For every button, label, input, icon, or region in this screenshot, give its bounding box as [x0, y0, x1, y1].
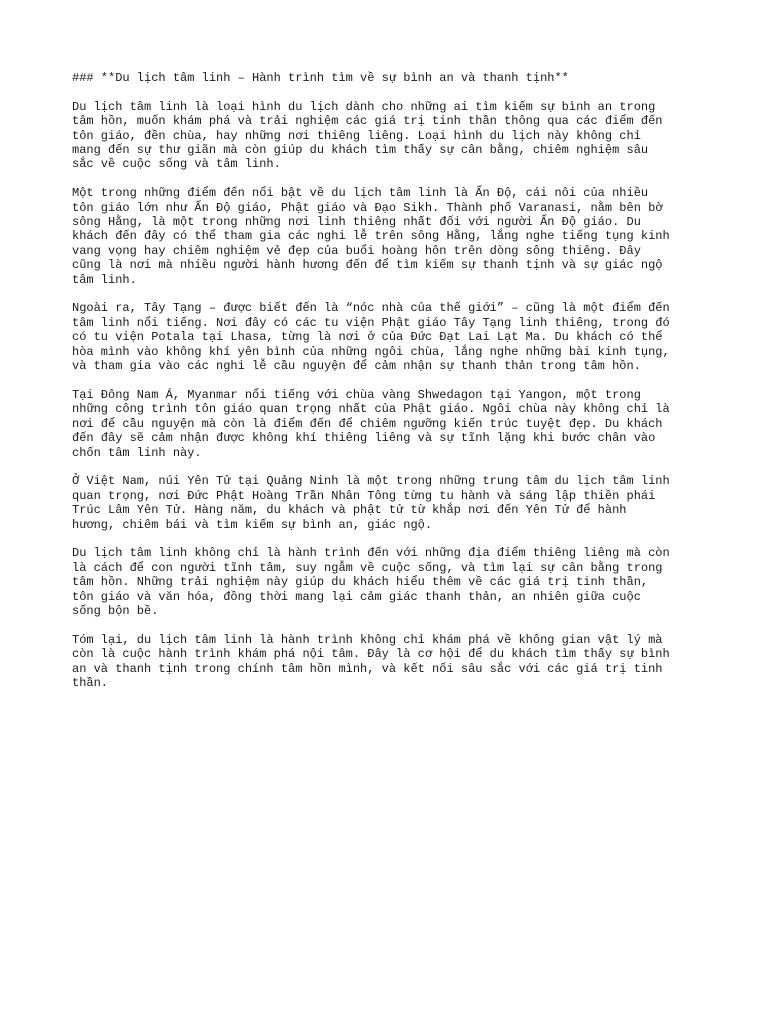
paragraph-conclusion: Tóm lại, du lịch tâm linh là hành trình không chỉ khám phá về không gian vật lý mà còn là cuộc hành trình khám phá nội tâm. Đây là cơ hội để du khách tìm thấy sự bình an và thanh tịnh trong chính tâm hồn mình, và kết nối sâu sắc với các giá trị tinh thần.: [72, 632, 670, 690]
paragraph-india: Một trong những điểm đến nổi bật về du lịch tâm linh là Ấn Độ, cái nôi của nhiều tôn giáo lớn như Ấn Độ giáo, Phật giáo và Đạo Sikh. Thành phố Varanasi, nằm bên bờ sông Hằng, là một trong những nơi linh thiêng nhất đối với người Ấn Độ giáo. Du khách đến đây có thể tham gia các nghi lễ trên sông Hằng, lắng nghe tiếng tụng kinh vang vọng hay chiêm nghiệm vẻ đẹp của buổi hoàng hôn trên dòng sông thiêng. Đây cũng là nơi mà nhiều người hành hương đến để tìm kiếm sự thanh tịnh và sự giác ngộ tâm linh.: [72, 186, 670, 287]
paragraph-vietnam: Ở Việt Nam, núi Yên Tử tại Quảng Ninh là một trong những trung tâm du lịch tâm linh quan trọng, nơi Đức Phật Hoàng Trần Nhân Tông từng tu hành và sáng lập thiền phái Trúc Lâm Yên Tử. Hàng năm, du khách và phật tử từ khắp nơi đến Yên Tử để hành hương, chiêm bái và tìm kiếm sự bình an, giác ngộ.: [72, 474, 670, 532]
paragraph-myanmar: Tại Đông Nam Á, Myanmar nổi tiếng với chùa vàng Shwedagon tại Yangon, một trong những công trình tôn giáo quan trọng nhất của Phật giáo. Ngôi chùa này không chỉ là nơi để cầu nguyện mà còn là điểm đến để chiêm ngưỡng kiến trúc tuyệt đẹp. Du khách đến đây sẽ cảm nhận được không khí thiêng liêng và sự tĩnh lặng khi bước chân vào chốn tâm linh này.: [72, 387, 670, 460]
paragraph-reflection: Du lịch tâm linh không chỉ là hành trình đến với những địa điểm thiêng liêng mà còn là cách để con người tĩnh tâm, suy ngẫm về cuộc sống, và tìm lại sự cân bằng trong tâm hồn. Những trải nghiệm này giúp du khách hiểu thêm về các giá trị tinh thần, tôn giáo và văn hóa, đồng thời mang lại cảm giác thanh thản, an nhiên giữa cuộc sống bộn bề.: [72, 546, 670, 618]
document-heading: ### **Du lịch tâm linh – Hành trình tìm về sự bình an và thanh tịnh**: [72, 71, 569, 85]
paragraph-intro: Du lịch tâm linh là loại hình du lịch dành cho những ai tìm kiếm sự bình an trong tâm hồn, muốn khám phá và trải nghiệm các giá trị tinh thần thông qua các điểm đến tôn giáo, đền chùa, hay những nơi thiêng liêng. Loại hình du lịch này không chỉ mang đến sự thư giãn mà còn giúp du khách tìm thấy sự cân bằng, chiêm nghiệm sâu sắc về cuộc sống và tâm linh.: [72, 99, 663, 172]
paragraph-tibet: Ngoài ra, Tây Tạng – được biết đến là “nóc nhà của thế giới” – cũng là một điểm đến tâm linh nổi tiếng. Nơi đây có các tu viện Phật giáo Tây Tạng linh thiêng, trong đó có tu viện Potala tại Lhasa, từng là nơi ở của Đức Đạt Lai Lạt Ma. Du khách có thể hòa mình vào không khí yên bình của những ngôi chùa, lắng nghe những bài kinh tụng, và tham gia vào các nghi lễ cầu nguyện để cảm nhận sự thanh thản trong tâm hồn.: [72, 301, 670, 374]
document-page: [72, 71, 712, 705]
